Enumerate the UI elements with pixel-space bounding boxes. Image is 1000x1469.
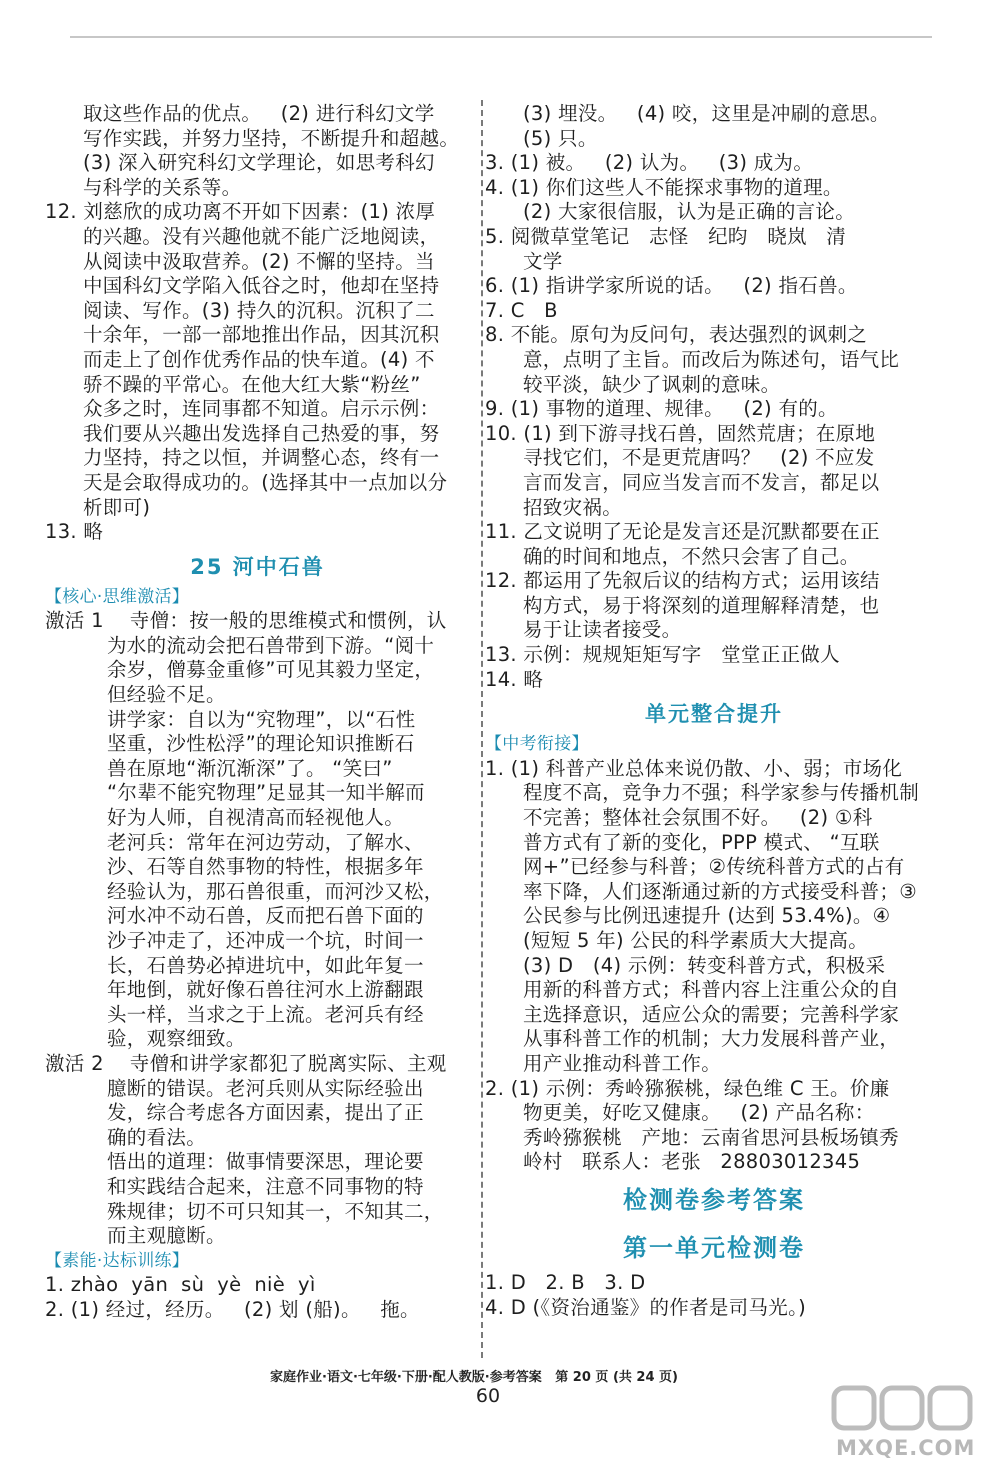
section-heading: 第一单元检测卷 [623, 1233, 805, 1262]
answer-line: (3) 深入研究科幻文学理论，如思考科幻 [83, 151, 435, 175]
page-footer: 家庭作业·语文·七年级·下册·配人教版·参考答案 第 20 页 (共 24 页) [270, 1370, 678, 1385]
answer-line: 验，观察细致。 [107, 1027, 246, 1051]
answer-line: 沙子冲走了，还冲成一个坑，时间一 [107, 929, 424, 952]
answer-line: 13. 示例：规规矩矩写字 堂堂正正做人 [485, 643, 840, 667]
answer-line: 招致灾祸。 [523, 495, 623, 519]
answer-line: 较平淡，缺少了讽刺的意味。 [523, 372, 781, 396]
answer-line: 寻找它们，不是更荒唐吗？ (2) 不应发 [523, 446, 875, 470]
answer-line: 十余年，一部一部地推出作品，因其沉积 [83, 323, 440, 347]
section-tag: 【核心·思维激活】 [45, 586, 190, 607]
answer-line: 兽在原地“渐沉渐深”了。 “笑曰” [107, 756, 393, 780]
answer-line: 头一样，当求之于上流。老河兵有经 [107, 1002, 424, 1026]
answer-line: 老河兵：常年在河边劳动，了解水、 [107, 830, 424, 854]
section-tag: 【素能·达标训练】 [45, 1250, 190, 1271]
answer-line: 中国科幻文学陷入低谷之时，他却在坚持 [83, 274, 440, 298]
answer-line: 众多之时，连同事都不知道。启示示例： [83, 397, 440, 421]
answer-line: 悟出的道理：做事情要深思，理论要 [107, 1150, 424, 1174]
answer-line: 普方式有了新的变化，PPP 模式、 “互联 [523, 830, 880, 854]
answer-line: 坚重，沙性松浮”的理论知识推断石 [107, 732, 415, 756]
watermark-text: MXQE.COM [836, 1436, 976, 1460]
answer-line: 率下降，人们逐渐通过新的方式接受科普；③ [523, 879, 917, 903]
answer-line: 从阅读中汲取营养。(2) 不懈的坚持。当 [83, 249, 435, 273]
answer-line: 我们要从兴趣出发选择自己热爱的事，努 [83, 421, 440, 445]
column-divider [481, 100, 483, 1358]
answer-line: 13. 略 [45, 520, 104, 544]
answer-line: (3) 埋没。 (4) 咬，这里是冲刷的意思。 [523, 102, 890, 125]
answer-line: 文学 [523, 249, 563, 273]
answer-line: 11. 乙文说明了无论是发言还是沉默都要在正 [485, 520, 880, 544]
answer-line: 2. (1) 示例：秀岭猕猴桃，绿色维 C 王。价廉 [485, 1076, 890, 1100]
answer-line: 构方式，易于将深刻的道理解释清楚，也 [523, 593, 880, 617]
answer-line: 1. zhào yān sù yè niè yì [45, 1273, 316, 1297]
page-number: 60 [475, 1385, 501, 1407]
answer-line: 12. 都运用了先叙后议的结构方式；运用该结 [485, 569, 880, 593]
answer-line: 4. D (《资治通鉴》的作者是司马光。) [485, 1295, 807, 1319]
answer-line: 沙、石等自然事物的特性，根据多年 [107, 855, 424, 879]
answer-line: 和实践结合起来，注意不同事物的特 [107, 1174, 424, 1198]
right-column [485, 102, 943, 1320]
answer-line: 程度不高，竞争力不强；科学家参与传播机制 [523, 781, 920, 805]
answer-line: 10. (1) 到下游寻找石兽，固然荒唐；在原地 [485, 421, 876, 445]
answer-line: (3) D (4) 示例：转变科普方式，积极采 [523, 953, 886, 977]
answer-line: 确的看法。 [107, 1125, 207, 1149]
answer-line: 5. 阅微草堂笔记 志怪 纪昀 晓岚 清 [485, 224, 847, 248]
answer-line: 阅读、写作。(3) 持久的沉积。沉积了二 [83, 298, 435, 322]
answer-line: 取这些作品的优点。 (2) 进行科幻文学 [83, 102, 435, 125]
answer-line: 余岁，僧募金重修”可见其毅力坚定， [107, 658, 435, 682]
answer-line: 而走上了创作优秀作品的快车道。(4) 不 [83, 347, 435, 371]
answer-line: 而主观臆断。 [107, 1224, 226, 1248]
answer-line: 为水的流动会把石兽带到下游。“阅十 [107, 633, 435, 657]
answer-line: 写作实践，并努力坚持，不断提升和超越。 [83, 126, 460, 150]
answer-line: “尔辈不能究物理”足显其一知半解而 [107, 781, 425, 805]
answer-line: 发，综合考虑各方面因素，提出了正 [107, 1101, 424, 1125]
answer-line: (短短 5 年) 公民的科学素质大大提高。 [523, 929, 869, 952]
answer-line: 确的时间和地点，不然只会害了自己。 [523, 544, 860, 568]
answer-line: 激活 1 寺僧：按一般的思维模式和惯例，认 [45, 609, 447, 633]
answer-line: 经验认为，那石兽很重，而河沙又松， [107, 879, 444, 903]
answer-line: 3. (1) 被。 (2) 认为。 (3) 成为。 [485, 151, 814, 175]
section-heading: 检测卷参考答案 [623, 1185, 805, 1214]
answer-line: 析即可) [83, 495, 151, 519]
answer-line: 年地倒，就好像石兽往河水上游翻跟 [107, 978, 424, 1002]
answer-line: 1. (1) 科普产业总体来说仍散、小、弱；市场化 [485, 756, 903, 780]
watermark-logo [830, 1380, 990, 1464]
answer-line: 9. (1) 事物的道理、规律。 (2) 有的。 [485, 397, 838, 421]
answer-line: 8. 不能。原句为反问句，表达强烈的讽刺之 [485, 323, 868, 347]
top-rule [70, 36, 932, 38]
answer-line: 用产业推动科普工作。 [523, 1051, 722, 1075]
answer-line: 好为人师，自视清高而轻视他人。 [107, 806, 405, 830]
answer-line: 用新的科普方式；科普内容上注重公众的自 [523, 978, 900, 1002]
answer-line: (2) 大家很信服，认为是正确的言论。 [523, 200, 856, 224]
answer-line: 殊规律；切不可只知其一，不知其二， [107, 1199, 444, 1223]
answer-line: 与科学的关系等。 [83, 175, 242, 199]
answer-line: 1. D 2. B 3. D [485, 1270, 646, 1294]
answer-line: 岭村 联系人：老张 28803012345 [523, 1150, 861, 1174]
answer-line: 言而发言，同应当发言而不发言，都足以 [523, 470, 880, 494]
answer-line: 的兴趣。没有兴趣他就不能广泛地阅读， [83, 224, 440, 248]
answer-line: 天是会取得成功的。(选择其中一点加以分 [83, 470, 448, 494]
answer-line: 激活 2 寺僧和讲学家都犯了脱离实际、主观 [45, 1051, 447, 1075]
answer-line: 4. (1) 你们这些人不能探求事物的道理。 [485, 175, 843, 199]
answer-line: 主选择意识，适应公众的需要；完善科学家 [523, 1002, 900, 1026]
answer-line: 易于让读者接受。 [523, 618, 682, 642]
left-column [45, 102, 470, 1323]
answer-line: 2. (1) 经过，经历。 (2) 划 (船)。 拖。 [45, 1297, 420, 1321]
answer-line: 从事科普工作的机制；大力发展科普产业， [523, 1027, 900, 1051]
answer-line: 物更美，好吃又健康。 (2) 产品名称： [523, 1101, 875, 1125]
answer-line: 秀岭猕猴桃 产地：云南省思河县板场镇秀 [523, 1125, 899, 1149]
answer-line: 意，点明了主旨。而改后为陈述句，语气比 [523, 347, 900, 371]
answer-line: 臆断的错误。老河兵则从实际经验出 [107, 1076, 424, 1100]
section-heading: 25 河中石兽 [190, 554, 325, 579]
answer-line: 骄不躁的平常心。在他大红大紫“粉丝” [83, 372, 421, 396]
section-heading: 单元整合提升 [645, 702, 783, 727]
answer-line: 讲学家：自以为“究物理”，以“石性 [107, 707, 416, 731]
answer-line: 不完善；整体社会氛围不好。 (2) ①科 [523, 806, 873, 830]
answer-line: 6. (1) 指讲学家所说的话。 (2) 指石兽。 [485, 274, 858, 298]
answer-line: (5) 只。 [523, 126, 598, 150]
answer-line: 但经验不足。 [107, 683, 226, 707]
answer-line: 公民参与比例迅速提升 (达到 53.4%)。④ [523, 904, 891, 928]
section-tag: 【中考衔接】 [485, 734, 589, 755]
answer-line: 14. 略 [485, 667, 544, 691]
answer-line: 力坚持，持之以恒，并调整心态，终有一 [83, 446, 440, 470]
watermark-logo-icon [830, 1380, 980, 1440]
answer-line: 网+”已经参与科普；②传统科普方式的占有 [523, 855, 905, 879]
answer-line: 7. C B [485, 298, 558, 322]
answer-line: 河水冲不动石兽，反而把石兽下面的 [107, 904, 424, 928]
answer-line: 12. 刘慈欣的成功离不开如下因素：(1) 浓厚 [45, 200, 436, 224]
answer-line: 长，石兽势必掉进坑中，如此年复一 [107, 953, 424, 977]
